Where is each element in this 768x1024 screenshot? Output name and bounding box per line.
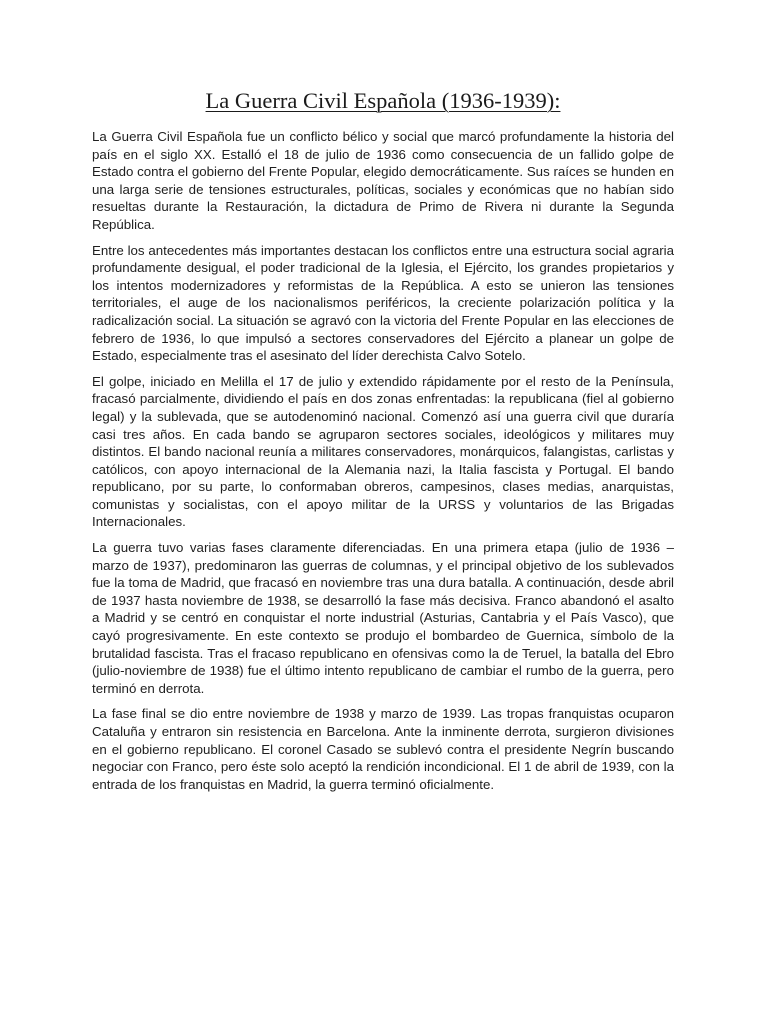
paragraph-coup: El golpe, iniciado en Melilla el 17 de julio y extendido rápidamente por el resto de la Península, fracasó parcialmente, dividiendo el país en dos zonas enfrentadas: la republicana (fiel al gobierno legal) y la sublevada, que se autodenominó nacional. Comenzó así una guerra civil que duraría casi tres años. En cada bando se agruparon sectores sociales, ideológicos y militares muy distintos. El bando nacional reunía a militares conservadores, monárquicos, falangistas, carlistas y católicos, con apoyo internacional de la Alemania nazi, la Italia fascista y Portugal. El bando republicano, por su parte, lo conformaban obreros, campesinos, clases medias, anarquistas, comunistas y socialistas, con el apoyo militar de la URSS y voluntarios de las Brigadas Internacionales. [92,373,674,530]
document-title: La Guerra Civil Española (1936-1939): [205,88,561,113]
paragraph-origins: La Guerra Civil Española fue un conflicto bélico y social que marcó profundamente la historia del país en el siglo XX. Estalló el 18 de julio de 1936 como consecuencia de un fallido golpe de Estado contra el gobierno del Frente Popular, elegido democráticamente. Sus raíces se hunden en una larga serie de tensiones estructurales, políticas, sociales y económicas que no habían sido resueltas durante la Restauración, la dictadura de Primo de Rivera ni durante la Segunda República. [92,129,674,232]
paragraph-final-phase: La fase final se dio entre noviembre de 1938 y marzo de 1939. Las tropas franquistas ocuparon Cataluña y entraron sin resistencia en Barcelona. Ante la inminente derrota, surgieron divisiones en el gobierno republicano. El coronel Casado se sublevó contra el presidente Negrín buscando negociar con Franco, pero éste solo aceptó la rendición incondicional. El 1 de abril de 1939, con la entrada de los franquistas en Madrid, la guerra terminó oficialmente. [92,706,674,792]
paragraph-antecedents: Entre los antecedentes más importantes destacan los conflictos entre una estructura social agraria profundamente desigual, el poder tradicional de la Iglesia, el Ejército, los grandes propietarios y los intentos modernizadores y reformistas de la República. A esto se unieron las tensiones territoriales, el auge de los nacionalismos periféricos, la creciente polarización política y la radicalización social. La situación se agravó con la victoria del Frente Popular en las elecciones de febrero de 1936, lo que impulsó a sectores conservadores del Ejército a planear un golpe de Estado, especialmente tras el asesinato del líder derechista Calvo Sotelo. [92,242,674,364]
paragraph-war-phases: La guerra tuvo varias fases claramente diferenciadas. En una primera etapa (julio de 1936 – marzo de 1937), predominaron las guerras de columnas, y el principal objetivo de los sublevados fue la toma de Madrid, que fracasó en noviembre tras una dura batalla. A continuación, desde abril de 1937 hasta noviembre de 1938, se desarrolló la fase más decisiva. Franco abandonó el asalto a Madrid y se centró en conquistar el norte industrial (Asturias, Cantabria y el País Vasco), que cayó progresivamente. En este contexto se produjo el bombardeo de Guernica, símbolo de la brutalidad fascista. Tras el fracaso republicano en ofensivas como la de Teruel, la batalla del Ebro (julio-noviembre de 1938) fue el último intento republicano de cambiar el rumbo de la guerra, pero terminó en derrota. [92,540,674,696]
document-page [92,88,674,801]
